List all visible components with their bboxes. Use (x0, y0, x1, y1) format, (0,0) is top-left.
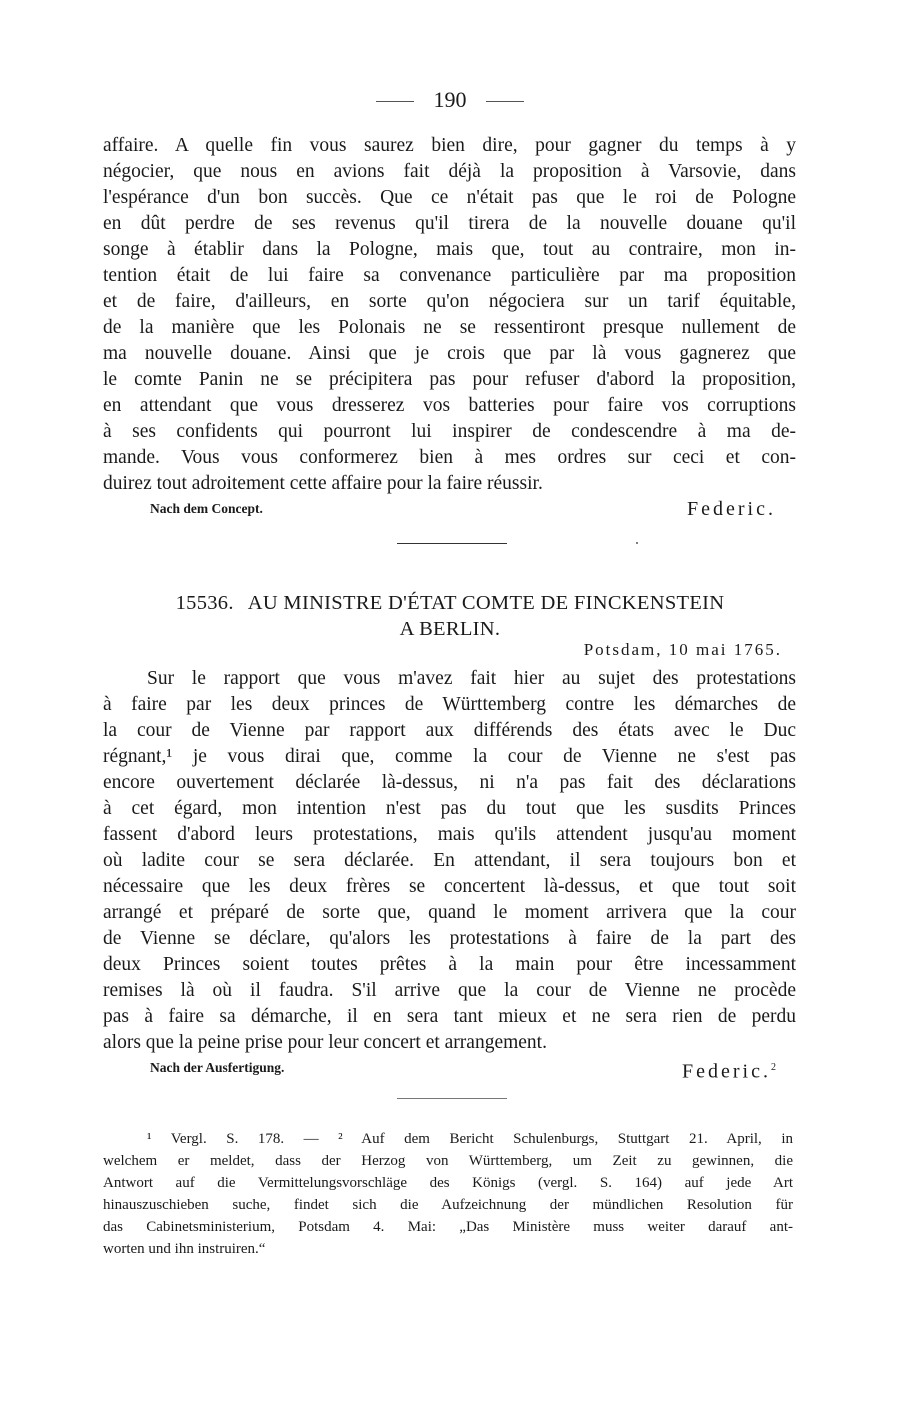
letter2-line: à cet égard, mon intention n'est pas du tout que les susdits Princes (103, 798, 796, 819)
letter2-number: 15536. (175, 592, 234, 614)
letter2-heading (0, 590, 900, 616)
letter2-line: à faire par les deux princes de Württemberg contre les démarches de (103, 694, 796, 715)
letter1-line: l'espérance d'un bon succès. Que ce n'était pas que le roi de Pologne (103, 187, 796, 208)
letter1-line: ma nouvelle douane. Ainsi que je crois que par là vous gagnerez que (103, 343, 796, 364)
letter1-line: et de faire, d'ailleurs, en sorte qu'on négociera sur un tarif équitable, (103, 291, 796, 312)
letter2-line: encore ouvertement déclarée là-dessus, ni n'a pas fait des déclarations (103, 772, 796, 793)
letter2-line: de Vienne se déclare, qu'alors les protestations à faire de la part des (103, 928, 796, 949)
footnote-line: welchem er meldet, dass der Herzog von Württemberg, um Zeit zu gewinnen, die (103, 1153, 793, 1169)
letter2-line: arrangé et préparé de sorte que, quand le moment arrivera que la cour (103, 902, 796, 923)
page-header (0, 86, 900, 114)
letter2-heading-line2: A BERLIN. (399, 618, 501, 640)
letter2-line: Sur le rapport que vous m'avez fait hier au sujet des protestations (147, 668, 796, 689)
letter1-line: le comte Panin ne se précipitera pas pour refuser d'abord la proposition, (103, 369, 796, 390)
letter1-line: négocier, que nous en avions fait déjà la proposition à Varsovie, dans (103, 161, 796, 182)
letter1-line: songe à établir dans la Pologne, mais que, tout au contraire, mon in- (103, 239, 796, 260)
letter2-line: nécessaire que les deux frères se concertent là-dessus, et que tout soit (103, 876, 796, 897)
letter2-line: fassent d'abord leurs protestations, mais qu'ils attendent jusqu'au moment (103, 824, 796, 845)
header-dash-left (376, 101, 414, 102)
footnote-line: das Cabinetsministerium, Potsdam 4. Mai: „Das Ministère muss weiter darauf ant- (103, 1219, 793, 1235)
letter2-line: régnant,¹ je vous dirai que, comme la cour de Vienne ne s'est pas (103, 746, 796, 767)
header-dash-right (486, 101, 524, 102)
letter1-line: en dût perdre de ses revenus qu'il tirera de la nouvelle douane qu'il (103, 213, 796, 234)
letter1-line: à ses confidents qui pourront lui inspirer de condescendre à ma de- (103, 421, 796, 442)
section-divider (397, 543, 507, 544)
letter1-line: affaire. A quelle fin vous saurez bien dire, pour gagner du temps à y (103, 135, 796, 156)
footnote-line: worten und ihn instruiren.“ (103, 1241, 266, 1257)
letter1-body (103, 133, 796, 497)
footnote-line: hinauszuschieben suche, findet sich die Aufzeichnung der mündlichen Resolution für (103, 1197, 793, 1213)
letter2-closing (0, 1055, 900, 1081)
letter1-line: tention était de lui faire sa convenance particulière par ma proposition (103, 265, 796, 286)
letter2-line: remises là où il faudra. S'il arrive que la cour de Vienne ne procède (103, 980, 796, 1001)
letter2-heading-line1: AU MINISTRE D'ÉTAT COMTE DE FINCKENSTEIN (247, 592, 725, 614)
letter1-signature: Federic. (687, 498, 776, 520)
letter1-closing (0, 496, 900, 522)
letter2-body (103, 666, 796, 1056)
footnotes (103, 1128, 793, 1260)
letter1-line: duirez tout adroitement cette affaire pour la faire réussir. (103, 473, 543, 494)
letter2-dateline: Potsdam, 10 mai 1765. (583, 640, 782, 659)
letter2-signature-footnote-mark: 2 (771, 1062, 776, 1073)
letter1-line: en attendant que vous dresserez vos batteries pour faire vos corruptions (103, 395, 796, 416)
letter2-line: où ladite cour se sera déclarée. En attendant, il sera toujours bon et (103, 850, 796, 871)
letter1-line: de la manière que les Polonais ne se ressentiront presque nullement de (103, 317, 796, 338)
letter2-signature (682, 1055, 776, 1085)
letter1-line: mande. Vous vous conformerez bien à mes ordres sur ceci et con- (103, 447, 796, 468)
footnote-line: Antwort auf die Vermittelungsvorschläge des Königs (vergl. S. 164) auf jede Art (103, 1175, 793, 1191)
footnote-divider (397, 1098, 507, 1099)
letter2-line: deux Princes soient toutes prêtes à la main pour être incessamment (103, 954, 796, 975)
letter2-signature-text: Federic. (682, 1060, 771, 1083)
footnote-line: ¹ Vergl. S. 178. — ² Auf dem Bericht Schulenburgs, Stuttgart 21. April, in (147, 1131, 793, 1147)
print-speck (636, 542, 638, 544)
letter2-line: pas à faire sa démarche, il en sera tant mieux et ne sera rien de perdu (103, 1006, 796, 1027)
letter2-line: la cour de Vienne par rapport aux différends des états avec le Duc (103, 720, 796, 741)
letter2-source-note: Nach der Ausfertigung. (150, 1060, 285, 1075)
letter2-line: alors que la peine prise pour leur concert et arrangement. (103, 1032, 547, 1053)
letter1-source-note: Nach dem Concept. (150, 501, 263, 516)
page-number: 190 (433, 87, 467, 112)
